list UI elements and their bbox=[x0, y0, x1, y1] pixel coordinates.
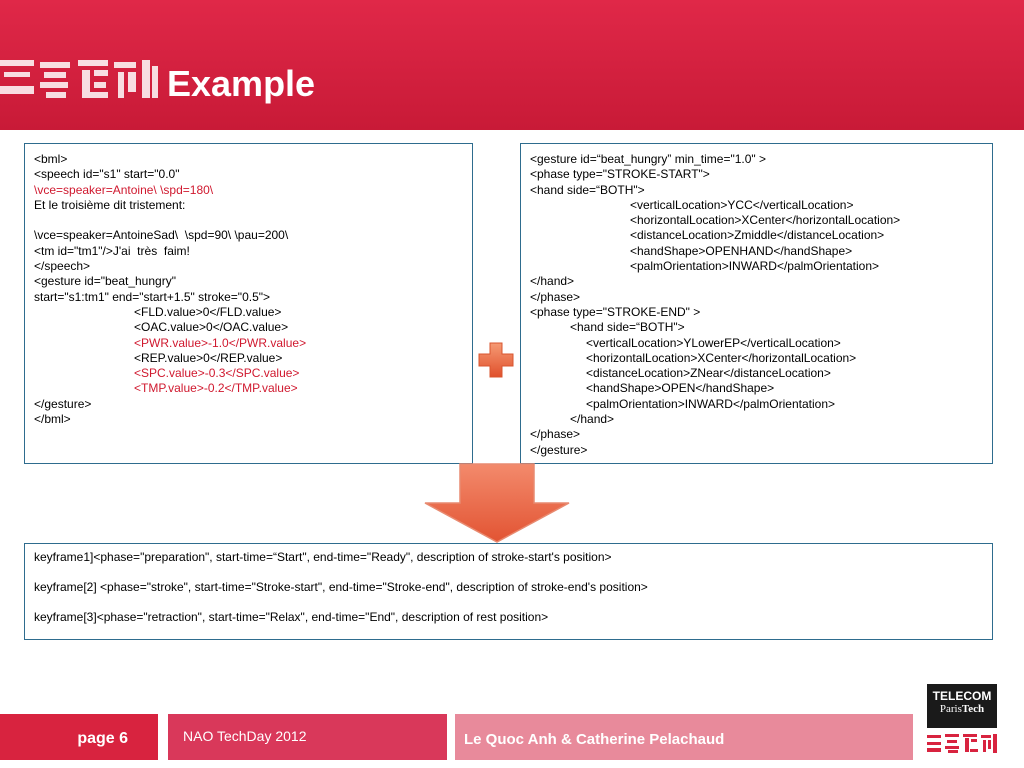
bml-code-line: <speech id="s1" start="0.0" bbox=[34, 167, 180, 182]
paristech-logo-text bbox=[927, 703, 997, 716]
gesture-code-line: <verticalLocation>YLowerEP</verticalLocation> bbox=[586, 335, 841, 350]
page-title: Example bbox=[167, 63, 316, 104]
bml-code-line: Et le troisième dit tristement: bbox=[34, 197, 186, 212]
gesture-code-line: <distanceLocation>ZNear</distanceLocation> bbox=[586, 366, 831, 381]
down-arrow-icon bbox=[422, 463, 572, 543]
plus-icon bbox=[477, 341, 515, 379]
bml-code-line: <TMP.value>-0.2</TMP.value> bbox=[134, 381, 298, 396]
paris-logo-text: Paris bbox=[939, 703, 962, 715]
bml-code-line: start="s1:tm1" end="start+1.5" stroke="0.5"> bbox=[34, 289, 271, 304]
gesture-code-line: <hand side=“BOTH"> bbox=[570, 320, 685, 335]
gesture-code-line: <handShape>OPEN</handShape> bbox=[586, 381, 775, 396]
telecom-paristech-logo bbox=[927, 684, 997, 728]
gesture-code-line: <palmOrientation>INWARD</palmOrientation> bbox=[630, 259, 879, 274]
school-logo-icon bbox=[0, 56, 160, 104]
footer-school-logo-icon bbox=[927, 732, 997, 754]
event-name: NAO TechDay 2012 bbox=[168, 714, 447, 760]
keyframe-line: keyframe1]<phase="preparation", start-time=“Start", end-time="Ready", description of stroke-start's position> bbox=[34, 550, 612, 564]
authors: Le Quoc Anh & Catherine Pelachaud bbox=[455, 714, 913, 760]
bml-code-line: </bml> bbox=[34, 412, 71, 427]
gesture-code-line: <verticalLocation>YCC</verticalLocation> bbox=[630, 197, 854, 212]
bml-code-line bbox=[34, 213, 463, 228]
gesture-code-line: </hand> bbox=[530, 274, 575, 289]
bml-code-line: </speech> bbox=[34, 259, 91, 274]
keyframes-box bbox=[24, 543, 993, 640]
bml-code-line: </gesture> bbox=[34, 396, 92, 411]
gesture-code-line: </phase> bbox=[530, 427, 581, 442]
bml-code-line: \vce=speaker=AntoineSad\ \spd=90\ \pau=200\ bbox=[34, 228, 289, 243]
gesture-code-line: <gesture id=“beat_hungry” min_time="1.0" > bbox=[530, 152, 766, 166]
bml-code-line: <REP.value>0</REP.value> bbox=[134, 350, 283, 365]
keyframe-spacer bbox=[34, 595, 983, 610]
gesture-code-line: <handShape>OPENHAND</handShape> bbox=[630, 243, 853, 258]
bml-code-box bbox=[24, 143, 473, 464]
keyframe-line: keyframe[2] <phase="stroke", start-time="Stroke-start", end-time="Stroke-end", description of stroke-end's position> bbox=[34, 580, 648, 594]
gesture-code-line: <distanceLocation>Zmiddle</distanceLocation> bbox=[630, 228, 885, 243]
bml-code-line: <OAC.value>0</OAC.value> bbox=[134, 320, 289, 335]
bml-code-line: <tm id="tm1"/>J'ai très faim! bbox=[34, 243, 190, 258]
bml-code-line: <PWR.value>-1.0</PWR.value> bbox=[134, 335, 307, 350]
footer-bar bbox=[0, 712, 1024, 768]
bml-code-line: <SPC.value>-0.3</SPC.value> bbox=[134, 366, 300, 381]
keyframe-spacer bbox=[34, 565, 983, 580]
gesture-code-line: <phase type="STROKE-END" > bbox=[530, 304, 701, 319]
telecom-logo-text: TELECOM bbox=[932, 689, 992, 703]
gesture-code-line: <horizontalLocation>XCenter</horizontalLocation> bbox=[630, 213, 901, 228]
keyframe-line: keyframe[3]<phase="retraction", start-time="Relax", end-time="End", description of rest position> bbox=[34, 610, 549, 624]
page-number: page 6 bbox=[0, 714, 158, 760]
gesture-code-line: <horizontalLocation>XCenter</horizontalLocation> bbox=[586, 350, 857, 365]
gesture-code-line: </gesture> bbox=[530, 442, 588, 457]
gesture-code-line: <palmOrientation>INWARD</palmOrientation> bbox=[586, 396, 835, 411]
gesture-code-box bbox=[520, 143, 993, 464]
header-bar bbox=[0, 0, 1024, 130]
bml-code-line: <FLD.value>0</FLD.value> bbox=[134, 304, 282, 319]
bml-code-line: \vce=speaker=Antoine\ \spd=180\ bbox=[34, 182, 214, 197]
gesture-code-line: <phase type="STROKE-START"> bbox=[530, 167, 710, 182]
bml-code-line: <bml> bbox=[34, 152, 68, 166]
gesture-code-line: </hand> bbox=[570, 412, 615, 427]
tech-logo-text: Tech bbox=[961, 703, 985, 715]
gesture-code-line: </phase> bbox=[530, 289, 581, 304]
bml-code-line: <gesture id="beat_hungry" bbox=[34, 274, 176, 289]
gesture-code-line: <hand side=“BOTH"> bbox=[530, 182, 645, 197]
